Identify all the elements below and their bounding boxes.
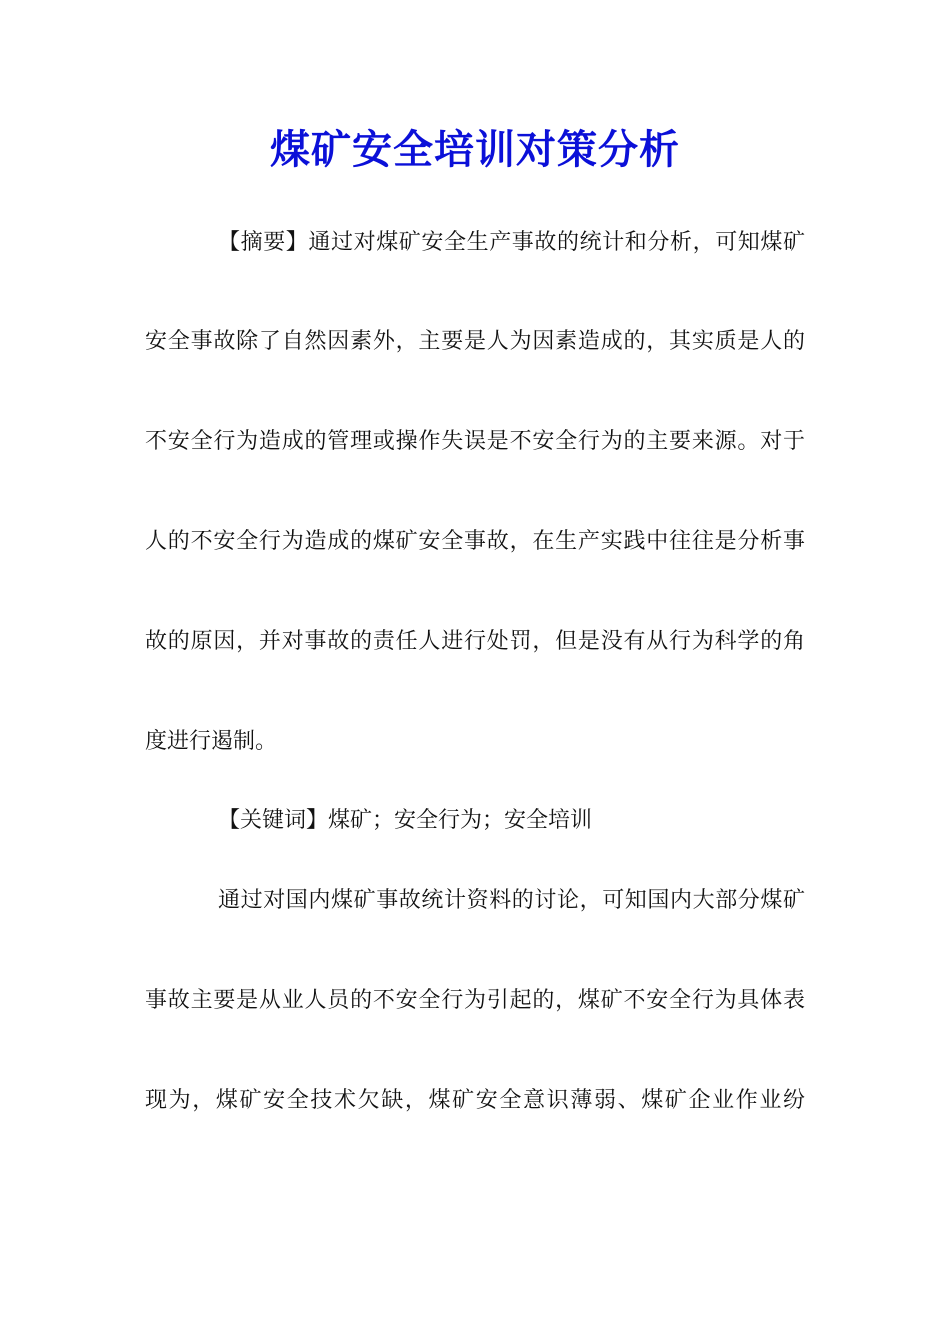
abstract-line-3: 不安全行为造成的管理或操作失误是不安全行为的主要来源。对于 <box>145 429 805 454</box>
abstract-line-2: 安全事故除了自然因素外，主要是人为因素造成的，其实质是人的 <box>145 329 805 354</box>
abstract-line-4: 人的不安全行为造成的煤矿安全事故，在生产实践中往往是分析事 <box>145 529 805 554</box>
document-title: 煤矿安全培训对策分析 <box>270 126 680 173</box>
body-line-1: 通过对国内煤矿事故统计资料的讨论，可知国内大部分煤矿 <box>218 888 805 913</box>
body-line-3: 现为，煤矿安全技术欠缺，煤矿安全意识薄弱、煤矿企业作业纷 <box>145 1088 805 1113</box>
abstract-line-1: 【摘要】通过对煤矿安全生产事故的统计和分析，可知煤矿 <box>218 230 805 255</box>
body-line-2: 事故主要是从业人员的不安全行为引起的，煤矿不安全行为具体表 <box>145 988 805 1013</box>
keywords-line: 【关键词】煤矿；安全行为；安全培训 <box>218 808 593 833</box>
abstract-line-5: 故的原因，并对事故的责任人进行处罚，但是没有从行为科学的角 <box>145 629 805 654</box>
abstract-line-6: 度进行遏制。 <box>145 729 278 754</box>
